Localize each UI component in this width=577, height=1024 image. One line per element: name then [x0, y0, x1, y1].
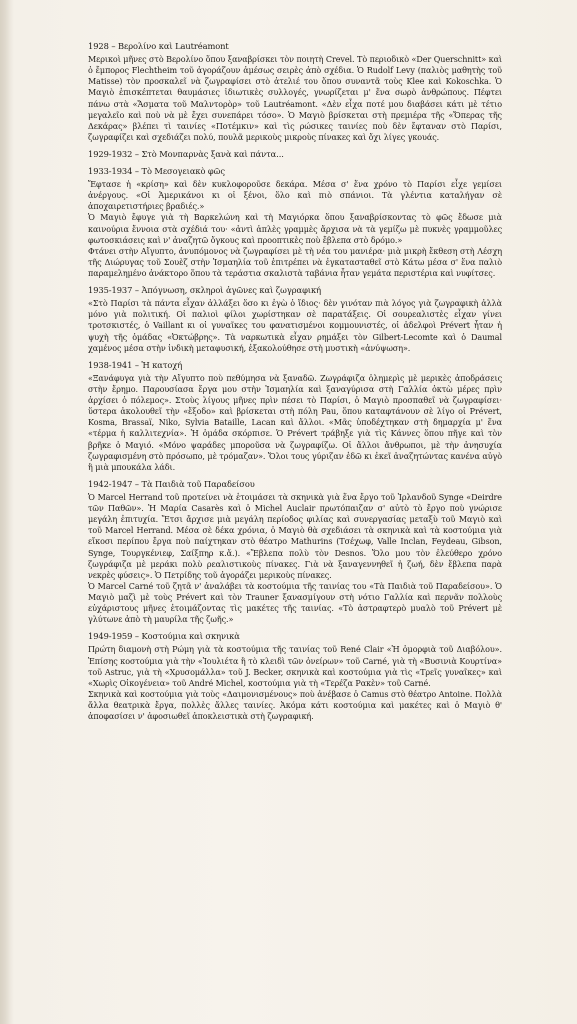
chronology-section — [88, 359, 502, 473]
chronology-section — [88, 40, 502, 143]
chronology-section — [88, 165, 502, 279]
text-column — [88, 40, 502, 727]
section-heading: 1929-1932 – Στὸ Μονπαρνὰς ξανὰ καὶ πάντα... — [88, 149, 284, 159]
section-paragraph: Ὁ Μαγιὸ ἔφυγε γιὰ τὴ Βαρκελώνη καὶ τὴ Μαγιόρκα ὅπου ξαναβρίσκοντας τὸ φῶς ἔδωσε μιὰ καινούρια ἔννοια στὰ σχέδιά του· «ἀντὶ ἁπλὲς γραμμὲς ἄρχισα νὰ τὰ γεμίζω μὲ πυκνὲς γραμμοῦλες φωτοσκιάσεις καὶ ν' ἀναζητῶ ὄγκους καὶ προοπτικὲς ποὺ ἔβλεπα στὸ δρόμο.» — [88, 213, 502, 245]
chronology-section — [88, 478, 502, 626]
section-heading: 1933-1934 – Τὸ Μεσογειακὸ φῶς — [88, 166, 225, 176]
page-fold-shadow — [0, 0, 14, 1024]
section-paragraph: «Ξανάφυγα γιὰ τὴν Αἴγυπτο ποὺ πεθύμησα νὰ ξαναδῶ. Ζωγράφιζα ὁλημερὶς μὲ μερικὲς ἀποδράσεις στὴν ἔρημο. Παρουσίασα ἔργα μου στὴν Ἰσμαηλία καὶ ξαναγύρισα στὴ Γαλλία ὀκτὼ μέρες πρὶν ἀρχίσει ὁ πόλεμος». Στοὺς λίγους μῆνες πρὶν πέσει τὸ Παρίσι, ὁ Μαγιὸ προσπαθεῖ νὰ ζωγραφίσει· ὕστερα ἀκολουθεῖ τὴν «ἔξοδο» καὶ βρίσκεται στὴ πόλη Pau, ὅπου καταφτάνουν σὲ λίγο οἱ Prévert, Kosma, Brassaï, Niko, Sylvia Bataille, Lacan καὶ ἄλλοι. «Μᾶς ὑποδέχτηκαν στὴ δημαρχία μ' ἕνα «τέρμα ἡ καλλιτεχνία». Ἡ ὁμάδα σκόρπισε. Ὁ Prévert τράβηξε γιὰ τὶς Κάννες ὅπου πῆγε καὶ τὸν βρῆκε ὁ Μαγιό. «Μόνο ψαράδες μποροῦσα νὰ ζωγραφίζω. Οἱ ἄλλοι ἄνθρωποι, μὲ τὴν ἀνησυχία ζωγραφισμένη στὸ πρόσωπο, μὲ τρόμαζαν». Ὅλοι τους γύριζαν ἐδῶ κι ἐκεῖ ἀναζητώντας κανένα αὐγὸ ἢ μιὰ μπουκάλα λάδι. — [88, 373, 502, 472]
section-paragraph: «Στὸ Παρίσι τὰ πάντα εἶχαν ἀλλάξει ὅσο κι ἐγὼ ὁ ἴδιος· δὲν γινόταν πιὰ λόγος γιὰ ζωγραφικὴ ἀλλὰ μόνο γιὰ πολιτική. Οἱ παλιοὶ φίλοι χωρίστηκαν σὲ παρατάξεις. Οἱ σουρεαλιστὲς εἶχαν γίνει τροτσκιστές, ὁ Vaillant κι οἱ γυναῖκες του φανατισμένοι κομμουνιστές, οἱ ἀδελφοὶ Prévert ἦταν ἡ ψυχὴ τῆς ὁμάδας «Ὀκτώβρης». Τὰ ναρκωτικὰ εἶχαν ρημάξει τὸν Gilbert-Lecomte καὶ ὁ Daumal χαμένος μέσα στὴν ἰνδικὴ μεταφυσική, ἐξακολούθησε στὴ μυστικὴ «ἀνύψωση». — [88, 299, 502, 353]
section-paragraph: Σκηνικὰ καὶ κοστούμια γιὰ τοὺς «Δαιμονισμένους» ποὺ ἀνέβασε ὁ Camus στὸ θέατρο Antoine. Πολλὰ ἄλλα θεατρικὰ ἔργα, πολλὲς ἄλλες ταινίες. Ἀκόμα κάτι κοστούμια καὶ μακέτες καὶ ὁ Μαγιὸ θ' ἀποφασίσει ν' ἀφοσιωθεῖ ἀποκλειστικὰ στὴ ζωγραφική. — [88, 689, 502, 722]
section-heading: 1949-1959 – Κοστούμια καὶ σκηνικὰ — [88, 631, 240, 642]
section-heading: 1935-1937 – Ἀπόγνωση, σκληροὶ ἀγῶνες καὶ ζωγραφική — [88, 285, 321, 296]
section-paragraph: Φτάνει στὴν Αἴγυπτο, ἀνυπόμονος νὰ ζωγραφίσει μὲ τὴ νέα του μανιέρα· μιὰ μικρὴ ἔκθεση στὴ Λέσχη τῆς Διώρυγας τοῦ Σουὲζ στὴν Ἰσμαηλία τοῦ ἐπιτρέπει νὰ ἐγκατασταθεῖ στὸ Κάτω μέσα σ' ἕνα παλιὸ παραμελημένο ἀνάκτορο ὅπου τὰ τεράστια σκαλιστὰ ταβάνια ἦταν γεμάτα περιστέρια καὶ νυφίτσες. — [88, 246, 502, 278]
section-paragraph: Ὁ Marcel Carné τοῦ ζητᾶ ν' ἀναλάβει τὰ κοστούμια τῆς ταινίας του «Τὰ Παιδιὰ τοῦ Παραδείσου». Ὁ Μαγιὸ μαζὶ μὲ τοὺς Prévert καὶ τὸν Trauner ξανασμίγουν στὴ νότιο Γαλλία καὶ περνᾶν πολλοὺς εὐχάριστους μῆνες ἑτοιμάζοντας τὶς μακέτες τῆς ταινίας. «Τὸ ἀστραφτερὸ μυαλὸ τοῦ Prévert μὲ γλύτωνε ἀπὸ τὴ μαυρίλα τῆς ζωῆς.» — [88, 581, 502, 625]
section-paragraph: Ὁ Marcel Herrand τοῦ προτείνει νὰ ἑτοιμάσει τὰ σκηνικὰ γιὰ ἕνα ἔργο τοῦ Ἰρλανδοῦ Synge «Deirdre τῶν Παθῶν». Ἡ Μαρία Casarès καὶ ὁ Michel Auclair πρωτόπαιζαν σ' αὐτὸ τὸ ἔργο ποὺ γνώρισε μεγάλη ἐπιτυχία. Ἔτσι ἄρχισε μιὰ μεγάλη περίοδος φιλίας καὶ συνεργασίας μεταξὺ τοῦ Μαγιὸ καὶ τοῦ Marcel Herrand. Μέσα σὲ δέκα χρόνια, ὁ Μαγιὸ θὰ σχεδιάσει τὰ σκηνικὰ καὶ τὰ κοστούμια γιὰ εἴκοσι περίπου ἔργα ποὺ παίχτηκαν στὸ θέατρο Mathurins (Τσέχωφ, Valle Inclan, Feydeau, Gibson, Synge, Τουργκένιεφ, Σαίξπηρ κ.ἄ.). «Ἔβλεπα πολὺ τὸν Desnos. Ὅλο μου τὸν ἐλεύθερο χρόνο ζωγράφιζα μὲ μεράκι πολὺ ρεαλιστικοὺς πίνακες. Γιὰ νὰ ξαναγεννηθεῖ ἡ ζωή, δὲν ἔβλεπα παρὰ νεκρὲς φύσεις». Ὁ Πετρίδης τοῦ ἀγοράζει μερικοὺς πίνακες. — [88, 492, 502, 580]
chronology-section — [88, 630, 502, 722]
section-paragraph: Μερικοὶ μῆνες στὸ Βερολίνο ὅπου ξαναβρίσκει τὸν ποιητὴ Crevel. Τὸ περιοδικὸ «Der Querschnitt» καὶ ὁ ἔμπορος Flechtheim τοῦ ἀγοράζουν ἀμέσως σειρὲς ἀπὸ σχέδια. Ὁ Rudolf Levy (παλιὸς μαθητὴς τοῦ Matisse) τὸν προσκαλεῖ νὰ ζωγραφίσει στὸ ἀτελιέ του ὅπου συναντᾶ τοὺς Klee καὶ Kokoschka. Ὁ Μαγιὸ ἐπισκέπτεται θαυμάσιες ἰδιωτικὲς συλλογές, γνωρίζεται μ' ἕνα σωρὸ ἀνθρώπους. Πέφτει πάνω στὰ «Ἄσματα τοῦ Μαλντορὸρ» τοῦ Lautréamont. «Δὲν εἶχα ποτέ μου διαβάσει κάτι μὲ τέτιο μεγαλεῖο καὶ ποὺ νὰ μὲ ἔχει συνεπάρει τόσο». Ὁ Μαγιὸ βρίσκεται στὴ πρεμιέρα τῆς «Ὄπερας τῆς Δεκάρας» βλέπει τὶ ταινίες «Ποτέμκιν» καὶ τὶς ρώσικες ταινίες ποὺ δὲν ἔφταναν στὸ Παρίσι, ζωγραφίζει καὶ σχεδιάζει πολύ, πουλᾶ μερικοὺς μικροὺς πίνακες καὶ ὄχι λίγες γκουάς. — [88, 55, 502, 142]
section-heading: 1928 – Βερολίνο καὶ Lautréamont — [88, 41, 229, 51]
section-heading: 1938-1941 – Ἡ κατοχή — [88, 359, 183, 370]
section-paragraph: Πρώτη διαμονὴ στὴ Ρώμη γιὰ τὰ κοστούμια τῆς ταινίας τοῦ René Clair «Ἡ ὁμορφιὰ τοῦ Διαβόλου». Ἐπίσης κοστούμια γιὰ τὴν «Ἰουλιέτα ἢ τὸ κλειδὶ τῶν ὀνείρων» τοῦ Carné, γιὰ τὴ «Βυσινιὰ Κουρτίνα» τοῦ Astruc, γιὰ τὴ «Χρυσομάλλα» τοῦ J. Becker, σκηνικὰ καὶ κοστούμια γιὰ τὶς «Τρεῖς γυναῖκες» καὶ «Χωρὶς Οἰκογένεια» τοῦ André Michel, κοστούμια γιὰ τὴ «Τερέζα Ρακὲν» τοῦ Carné. — [88, 645, 502, 688]
chronology-section — [88, 148, 502, 160]
section-heading: 1942-1947 – Τὰ Παιδιὰ τοῦ Παραδείσου — [88, 478, 255, 489]
chronology-section — [88, 284, 502, 354]
section-paragraph: Ἔφτασε ἡ «κρίση» καὶ δὲν κυκλοφοροῦσε δεκάρα. Μέσα σ' ἕνα χρόνο τὸ Παρίσι εἶχε γεμίσει ἀνέργους. «Οἱ Ἀμερικάνοι κι οἱ ξένοι, ὅλο καὶ πιὸ σπάνιοι. Τὰ γλέντια καταλήγαν σὲ ἀποχαιρετιστήριες βραδιές.» — [88, 180, 502, 212]
